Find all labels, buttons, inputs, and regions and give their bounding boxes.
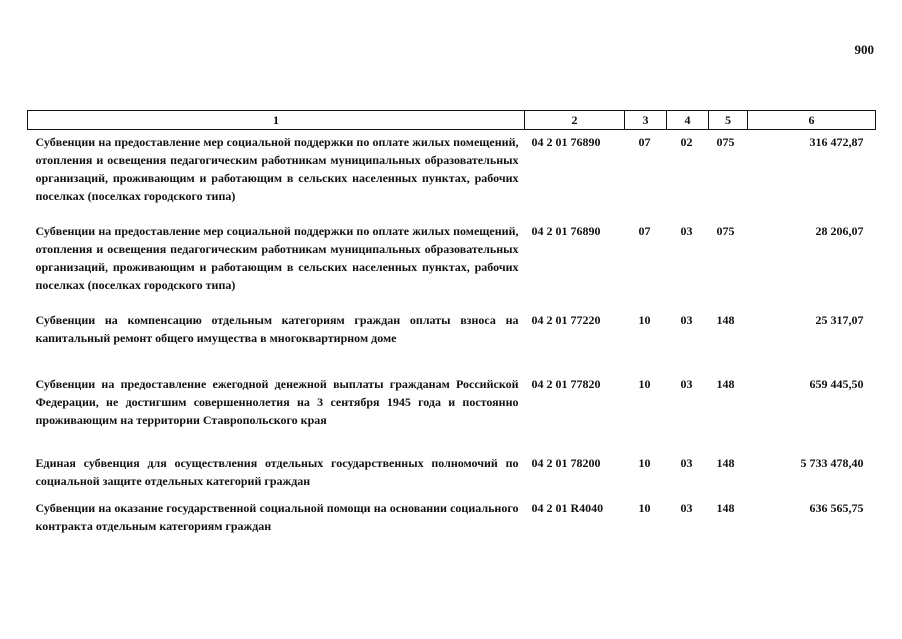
row-description: Субвенции на оказание государственной социальной помощи на основании социального контракта отдельным категориям граждан (35, 501, 519, 533)
row-col3: 10 (638, 501, 651, 515)
table-row (28, 496, 876, 541)
row-col5: 148 (716, 501, 735, 515)
table-row (28, 451, 876, 496)
budget-table (27, 110, 876, 541)
column-header-6: 6 (748, 111, 876, 130)
column-header-4: 4 (667, 111, 709, 130)
column-header-5: 5 (709, 111, 748, 130)
row-code: 04 2 01 77220 (531, 313, 601, 327)
row-col5: 148 (716, 377, 735, 391)
table-row (28, 219, 876, 308)
column-header-1: 1 (28, 111, 525, 130)
row-col5: 075 (716, 135, 735, 149)
table-row (28, 308, 876, 361)
row-col5: 075 (716, 224, 735, 238)
table-row (28, 130, 876, 220)
row-col4: 03 (680, 456, 693, 470)
row-amount: 659 445,50 (809, 377, 864, 391)
row-code: 04 2 01 76890 (531, 135, 601, 149)
row-code: 04 2 01 76890 (531, 224, 601, 238)
row-col3: 07 (638, 135, 651, 149)
row-col5: 148 (716, 313, 735, 327)
row-col4: 03 (680, 224, 693, 238)
row-amount: 636 565,75 (809, 501, 864, 515)
row-description: Единая субвенция для осуществления отдельных государственных полномочий по социальной защите отдельных категорий граждан (35, 456, 519, 488)
row-amount: 316 472,87 (809, 135, 864, 149)
row-description: Субвенции на компенсацию отдельным категориям граждан оплаты взноса на капитальный ремонт общего имущества в многоквартирном доме (35, 313, 519, 345)
row-col3: 10 (638, 456, 651, 470)
row-col3: 07 (638, 224, 651, 238)
row-col3: 10 (638, 377, 651, 391)
row-col3: 10 (638, 313, 651, 327)
column-header-2: 2 (525, 111, 625, 130)
row-col4: 03 (680, 377, 693, 391)
page-number: 900 (854, 42, 874, 57)
row-amount: 28 206,07 (815, 224, 864, 238)
row-amount: 5 733 478,40 (800, 456, 864, 470)
row-description: Субвенции на предоставление мер социальной поддержки по оплате жилых помещений, отопления и освещения педагогическим работникам муниципальных образовательных организаций, проживающим и работающим в сельских населенных пунктах, рабочих поселках (поселках городского типа) (35, 224, 519, 292)
row-amount: 25 317,07 (815, 313, 864, 327)
table-header (28, 111, 876, 130)
row-code: 04 2 01 78200 (531, 456, 601, 470)
row-col5: 148 (716, 456, 735, 470)
row-description: Субвенции на предоставление мер социальной поддержки по оплате жилых помещений, отопления и освещения педагогическим работникам муниципальных образовательных организаций, проживающим и работающим в сельских населенных пунктах, рабочих поселках (поселках городского типа) (35, 135, 519, 203)
row-col4: 03 (680, 313, 693, 327)
column-header-3: 3 (625, 111, 667, 130)
row-description: Субвенции на предоставление ежегодной денежной выплаты гражданам Российской Федерации, не достигшим совершеннолетия на 3 сентября 1945 года и постоянно проживающим на территории Ставропольского края (35, 377, 519, 427)
row-code: 04 2 01 77820 (531, 377, 601, 391)
row-col4: 03 (680, 501, 693, 515)
table-row (28, 361, 876, 451)
header-row (28, 111, 876, 130)
row-col4: 02 (680, 135, 693, 149)
table-body (28, 130, 876, 542)
row-code: 04 2 01 R4040 (531, 501, 604, 515)
